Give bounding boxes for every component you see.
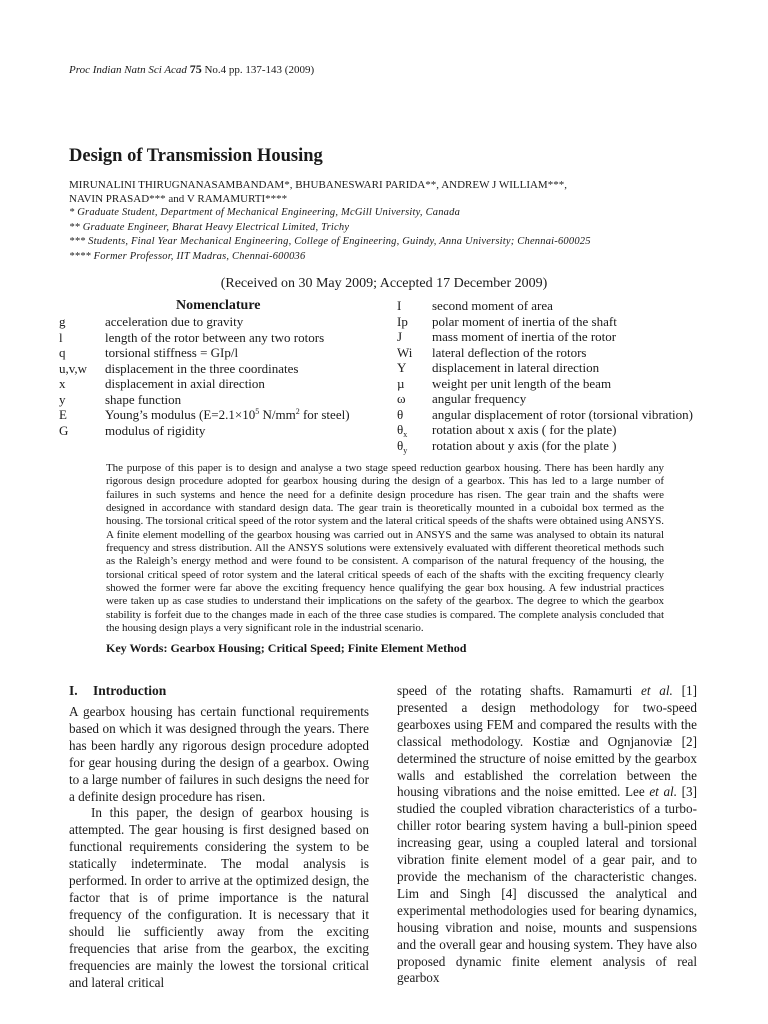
affiliation: *** Students, Final Year Mechanical Engineering, College of Engineering, Guindy, Anna University; Chennai-600025 bbox=[69, 236, 591, 247]
body-text: [3] studied the coupled vibration characteristics of a turbo-chiller rotor bearing system having a bull-pinion speed increasing gear, using a coupled lateral and torsional vibration finite element model of a gear pair, and to provide the mechanism of the characteristic changes. Lim and Singh [4] discussed the analytical and experimental methodologies used for bearing dynamics, housing vibration and noise, mounts and suspensions and the overall gear and housing system. They have also proposed dynamic finite element analysis of real gearbox bbox=[397, 784, 697, 986]
nomenclature-description: displacement in the three coordinates bbox=[105, 360, 299, 376]
nomenclature-description: shape function bbox=[105, 391, 182, 407]
body-paragraph bbox=[397, 683, 697, 987]
symbol-base: θ bbox=[397, 437, 404, 453]
nomenclature-description: displacement in axial direction bbox=[105, 376, 265, 391]
superscript: 5 bbox=[255, 407, 260, 416]
body-column-left bbox=[69, 683, 369, 991]
description-text: for steel) bbox=[299, 407, 350, 422]
nomenclature-description: length of the rotor between any two rotors bbox=[105, 329, 325, 345]
nomenclature-description: torsional stiffness = GIp/l bbox=[105, 345, 239, 360]
nomenclature-description: polar moment of inertia of the shaft bbox=[432, 313, 617, 329]
description-text: N/mm bbox=[259, 407, 296, 422]
author-line: MIRUNALINI THIRUGNANASAMBANDAM*, BHUBANESWARI PARIDA**, ANDREW J WILLIAM***, bbox=[69, 179, 567, 191]
nomenclature-description: mass moment of inertia of the rotor bbox=[432, 329, 617, 344]
body-text: speed of the rotating shafts. Ramamurti bbox=[397, 683, 642, 698]
nomenclature-description: modulus of rigidity bbox=[105, 422, 206, 438]
paper-title: Design of Transmission Housing bbox=[69, 146, 323, 166]
superscript: 2 bbox=[295, 407, 300, 416]
nomenclature-symbol bbox=[397, 438, 407, 455]
nomenclature-symbol bbox=[397, 422, 407, 439]
nomenclature-description: angular frequency bbox=[432, 391, 527, 406]
journal-citation bbox=[69, 62, 314, 77]
body-text-italic: et al. bbox=[649, 784, 678, 800]
body-text: [1] presented a design methodology for two-speed gearboxes using FEM and compared the results with the classical methodology. Kostiæ and Ognjanoviæ [2] determined the structure of noise emitted by the gearbox walls and established the correlation between the housing vibrations and the noise emitted. Lee bbox=[397, 683, 697, 800]
affiliation-list bbox=[69, 206, 709, 264]
nomenclature-symbol: Wi bbox=[397, 344, 413, 360]
nomenclature-description: lateral deflection of the rotors bbox=[432, 344, 587, 360]
nomenclature-symbol: q bbox=[59, 345, 66, 360]
body-paragraph: In this paper, the design of gearbox housing is attempted. The gear housing is first designed based on functional requirements considering the system to be statically indeterminate. The modal analysis is performed. In order to arrive at the optimized design, the factor that is of prime importance is the natural frequency of the configuration. It is necessary that it should lie sufficiently away from the exciting frequencies that arise from the gearbox, the exciting frequencies are mainly the lowest the torsional critical and lateral critical bbox=[69, 805, 369, 990]
journal-issue-pages: No.4 pp. 137-143 (2009) bbox=[204, 64, 315, 76]
section-heading bbox=[69, 683, 369, 700]
symbol-base: θ bbox=[397, 422, 404, 437]
nomenclature-description: rotation about y axis (for the plate ) bbox=[432, 437, 617, 453]
nomenclature-description: acceleration due to gravity bbox=[105, 314, 244, 329]
nomenclature-symbol: E bbox=[59, 407, 67, 422]
section-title: Introduction bbox=[93, 683, 167, 698]
nomenclature-symbol: J bbox=[397, 329, 403, 344]
description-text: Young’s modulus (E=2.1×10 bbox=[105, 407, 256, 422]
keywords: Key Words: Gearbox Housing; Critical Speed; Finite Element Method bbox=[106, 641, 467, 655]
nomenclature-symbol: ω bbox=[397, 391, 406, 406]
section-number: I. bbox=[69, 683, 78, 698]
journal-name: Proc Indian Natn Sci Acad bbox=[69, 64, 187, 76]
nomenclature-symbol: I bbox=[397, 298, 402, 313]
nomenclature-description: displacement in lateral direction bbox=[432, 360, 600, 375]
nomenclature-description: rotation about x axis ( for the plate) bbox=[432, 422, 617, 437]
nomenclature-description: weight per unit length of the beam bbox=[432, 375, 612, 391]
subscript: x bbox=[403, 430, 408, 439]
nomenclature-heading: Nomenclature bbox=[176, 298, 261, 313]
nomenclature-description bbox=[105, 407, 350, 423]
journal-volume: 75 bbox=[189, 62, 202, 76]
nomenclature-symbol: Y bbox=[397, 360, 407, 375]
received-dates: (Received on 30 May 2009; Accepted 17 December 2009) bbox=[220, 276, 548, 291]
nomenclature-symbol: u,v,w bbox=[59, 360, 88, 376]
abstract: The purpose of this paper is to design and analyse a two stage speed reduction gearbox housing. There has been hardly any rigorous design procedure adopted for gearbox housing during the design of a gearbox. This has led to a large number of failures in such systems and hence the need for a definite design procedure has risen. The gear train and the shafts were designed in accordance with standard design data. The gear train is theoretically mounted in a cuboidal box termed as the housing. The torsional critical speed of the rotor system and the lateral critical speeds of the shafts were obtained using ANSYS. A finite element modelling of the gearbox housing was carried out in ANSYS and the same was analysed to obtain its natural frequency and stress distribution. All the ANSYS solutions were extensively evaluated with different theoretical methods such as the Raleigh’s energy method and were found to be consistent. A comparison of the natural frequency of the housing, the torsional critical speed of rotor system and the lateral critical speeds of each of the shafts with the exciting frequency clearly showed the former were far above the exciting frequency hence qualifying the gear box housing. A few industrial practices were taken up as case studies to understand their implications on the safety of the gearbox. The degree to which the gearbox stability is forfeit due to the changes made in each of the three case studies is compared. The complete analysis concluded that the housing design plays a very significant role in the industrial scenario. bbox=[106, 462, 664, 635]
affiliation: **** Former Professor, IIT Madras, Chennai-600036 bbox=[69, 250, 306, 262]
affiliation: ** Graduate Engineer, Bharat Heavy Electrical Limited, Trichy bbox=[69, 221, 350, 233]
nomenclature-description: angular displacement of rotor (torsional vibration) bbox=[432, 406, 694, 422]
nomenclature-symbol: Ip bbox=[397, 313, 408, 329]
body-paragraph: A gearbox housing has certain functional requirements based on which it was designed through the years. There has been hardly any rigorous design procedure adopted for gear housing during the design of a gearbox. Owing to a large number of failures in such designs the need for a definite design procedure has risen. bbox=[69, 704, 369, 804]
nomenclature-symbol: G bbox=[59, 422, 69, 438]
nomenclature-symbol: θ bbox=[397, 406, 404, 422]
nomenclature-description: second moment of area bbox=[432, 298, 553, 313]
nomenclature-symbol: l bbox=[59, 329, 63, 345]
author-line: NAVIN PRASAD*** and V RAMAMURTI**** bbox=[69, 193, 288, 205]
subscript: y bbox=[403, 445, 408, 455]
body-text-italic: et al. bbox=[641, 683, 673, 698]
nomenclature-symbol: x bbox=[59, 376, 66, 391]
body-column-right bbox=[397, 683, 697, 987]
author-list bbox=[69, 178, 709, 206]
nomenclature-symbol: µ bbox=[397, 375, 405, 391]
affiliation: * Graduate Student, Department of Mechanical Engineering, McGill University, Canada bbox=[69, 207, 461, 218]
nomenclature-symbol: g bbox=[59, 314, 66, 329]
nomenclature-symbol: y bbox=[59, 391, 66, 407]
